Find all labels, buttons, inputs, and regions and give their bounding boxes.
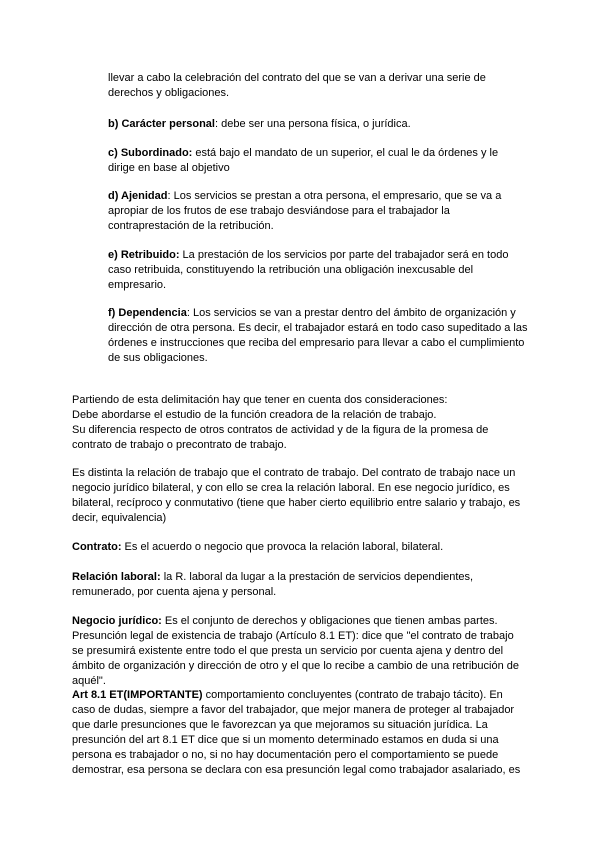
definition-contrato (72, 540, 527, 555)
item-f-text: : Los servicios se van a prestar dentro del ámbito de organización y dirección de otra persona. Es decir, el trabajador estará en todo caso supeditado a las órdenes e instrucciones que reciba del empresario para llevar a cabo el cumplimiento de sus obligaciones. (108, 307, 528, 364)
paragraph-consideration-1: Debe abordarse el estudio de la función creadora de la relación de trabajo. (72, 409, 437, 421)
definition-negocio-juridico (72, 614, 527, 629)
item-c-heading: c) Subordinado: (108, 147, 193, 159)
item-f-heading: f) Dependencia (108, 307, 187, 319)
art-8-1-heading: Art 8.1 ET(IMPORTANTE) (72, 689, 203, 701)
art-8-1-text: comportamiento concluyentes (contrato de trabajo tácito). En caso de dudas, siempre a favor del trabajador, que mejor manera de proteger al trabajador que darle presunciones que le favorezcan ya que mejoramos su situación jurídica. La presunción del art 8.1 ET dice que si un momento determinado estamos en duda si una persona es trabajador o no, si no hay documentación pero el comportamiento se puede demostrar, esa persona se declara con esa presunción legal como trabajador asalariado, es (72, 689, 521, 776)
definition-contrato-text: Es el acuerdo o negocio que provoca la relación laboral, bilateral. (121, 541, 444, 553)
item-e (108, 248, 528, 293)
definition-relacion-laboral (72, 570, 527, 600)
paragraph-presuncion: Presunción legal de existencia de trabajo (Artículo 8.1 ET): dice que "el contrato de trabajo se presumirá existente entre todo el que presta un servicio por cuenta ajena y dentro del ámbito de organización y dirección de otro y el que lo recibe a cambio de una retribución de aquél". (72, 630, 519, 687)
definition-relacion-heading: Relación laboral: (72, 571, 161, 583)
item-f (108, 306, 528, 366)
item-a-continuation: llevar a cabo la celebración del contrato del que se van a derivar una serie de derechos y obligaciones. (108, 72, 486, 99)
definition-negocio-heading: Negocio jurídico: (72, 615, 162, 627)
item-b-text: : debe ser una persona física, o jurídica. (214, 118, 411, 130)
paragraph-art-8-1 (72, 688, 527, 778)
definition-contrato-heading: Contrato: (72, 541, 122, 553)
item-b (108, 117, 528, 132)
paragraph-relacion-contrato: Es distinta la relación de trabajo que el contrato de trabajo. Del contrato de trabajo nace un negocio jurídico bilateral, y con ello se crea la relación laboral. En ese negocio jurídico, es bilateral, recíproco y conmutativo (tiene que haber cierto equilibrio entre salario y trabajo, es decir, equivalencia) (72, 467, 521, 524)
paragraph-consideration-2: Su diferencia respecto de otros contratos de actividad y de la figura de la promesa de contrato de trabajo o precontrato de trabajo. (72, 424, 489, 451)
item-e-text: La prestación de los servicios por parte del trabajador será en todo caso retribuida, constituyendo la retribución una obligación inexcusable del empresario. (108, 249, 509, 291)
definition-relacion-text: la R. laboral da lugar a la prestación de servicios dependientes, remunerado, por cuenta ajena y personal. (72, 571, 474, 598)
item-e-heading: e) Retribuido: (108, 249, 180, 261)
item-d-text: : Los servicios se prestan a otra persona, el empresario, que se va a apropiar de los frutos de ese trabajo desviándose para el trabajador la contraprestación de la retribución. (108, 190, 502, 232)
item-c-text: está bajo el mandato de un superior, el cual le da órdenes y le dirige en base al objetivo (108, 147, 499, 174)
item-c (108, 146, 528, 176)
paragraph-considerations: Partiendo de esta delimitación hay que tener en cuenta dos consideraciones: (72, 394, 448, 406)
definition-negocio-text: Es el conjunto de derechos y obligaciones que tienen ambas partes. (161, 615, 498, 627)
item-d (108, 189, 528, 234)
item-b-heading: b) Carácter personal (108, 118, 215, 130)
item-d-heading: d) Ajenidad (108, 190, 168, 202)
